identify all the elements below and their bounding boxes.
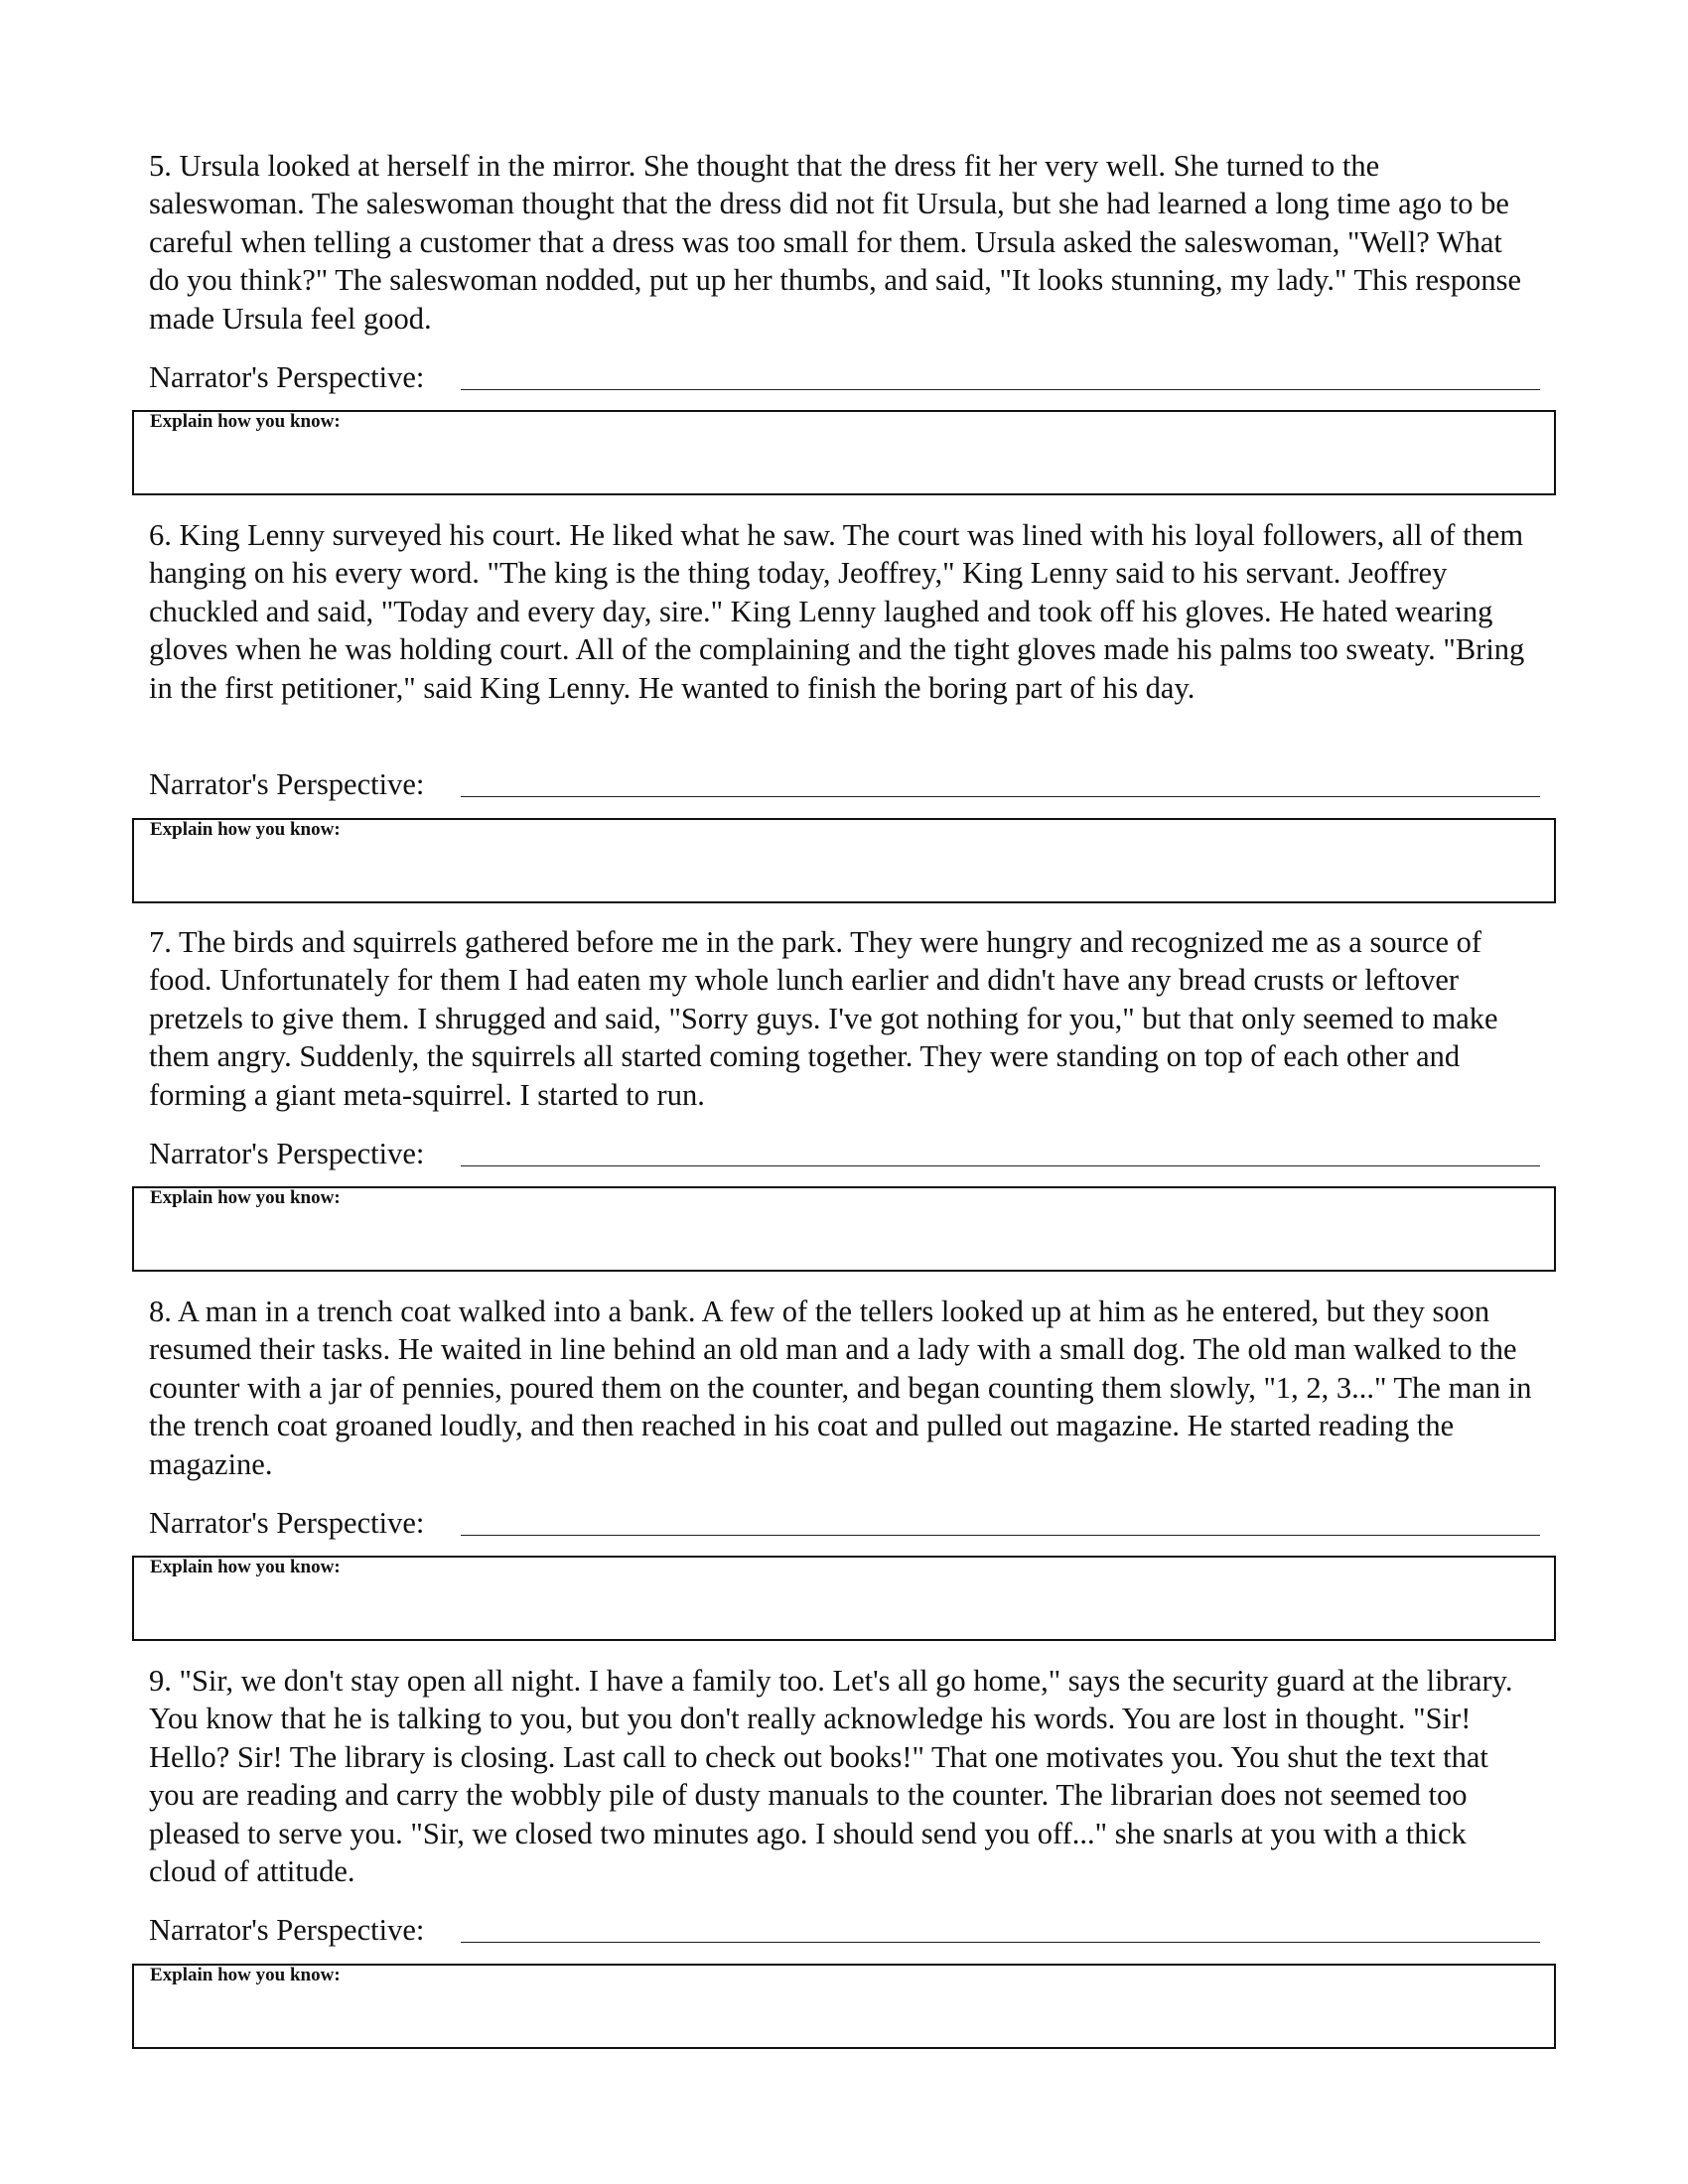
passage-text: 6. King Lenny surveyed his court. He liked what he saw. The court was lined with his loyal followers, all of them hanging on his every word. "The king is the thing today, Jeoffrey," King Lenny said to his servant. Jeoffrey chuckled and said, "Today and every day, sire." King Lenny laughed and took off his gloves. He hated wearing gloves when he was holding court. All of the complaining and the tight gloves made his palms too sweaty. "Bring in the first petitioner," said King Lenny. He wanted to finish the boring part of his day.	[149, 518, 1525, 705]
explain-label: Explain how you know:	[150, 411, 341, 432]
narrator-perspective-answer-line[interactable]	[461, 389, 1540, 390]
narrator-perspective-row	[149, 358, 1539, 396]
narrator-perspective-answer-line[interactable]	[461, 796, 1540, 797]
explain-answer-box[interactable]	[132, 410, 1556, 495]
narrator-perspective-answer-line[interactable]	[461, 1942, 1540, 1943]
explain-answer-box[interactable]	[132, 1186, 1556, 1272]
narrator-perspective-label: Narrator's Perspective:	[149, 1913, 425, 1947]
explain-label: Explain how you know:	[150, 819, 341, 840]
explain-answer-box[interactable]	[132, 1556, 1556, 1641]
passage-text: 8. A man in a trench coat walked into a bank. A few of the tellers looked up at him as he entered, but they soon resumed their tasks. He waited in line behind an old man and a lady with a small dog. The old man walked to the counter with a jar of pennies, poured them on the counter, and began counting them slowly, "1, 2, 3..." The man in the trench coat groaned loudly, and then reached in his coat and pulled out magazine. He started reading the magazine.	[149, 1295, 1532, 1481]
narrator-perspective-row	[149, 1911, 1539, 1949]
narrator-perspective-label: Narrator's Perspective:	[149, 360, 425, 394]
passage-text: 5. Ursula looked at herself in the mirror. She thought that the dress fit her very well. She turned to the saleswoman. The saleswoman thought that the dress did not fit Ursula, but she had learned a long time ago to be careful when telling a customer that a dress was too small for them. Ursula asked the saleswoman, "Well? What do you think?" The saleswoman nodded, put up her thumbs, and said, "It looks stunning, my lady." This response made Ursula feel good.	[149, 149, 1522, 336]
narrator-perspective-label: Narrator's Perspective:	[149, 1137, 425, 1170]
narrator-perspective-row	[149, 765, 1539, 803]
narrator-perspective-row	[149, 1135, 1539, 1172]
explain-label: Explain how you know:	[150, 1557, 341, 1577]
passage-text: 7. The birds and squirrels gathered before me in the park. They were hungry and recognized me as a source of food. Unfortunately for them I had eaten my whole lunch earlier and didn't have any bread crusts or leftover pretzels to give them. I shrugged and said, "Sorry guys. I've got nothing for you," but that only seemed to make them angry. Suddenly, the squirrels all started coming together. They were standing on top of each other and forming a giant meta-squirrel. I started to run.	[149, 925, 1498, 1112]
explain-answer-box[interactable]	[132, 1964, 1556, 2049]
narrator-perspective-label: Narrator's Perspective:	[149, 1506, 425, 1540]
narrator-perspective-answer-line[interactable]	[461, 1165, 1540, 1166]
passage-text: 9. "Sir, we don't stay open all night. I have a family too. Let's all go home," says the security guard at the library. You know that he is talking to you, but you don't really acknowledge his words. You are lost in thought. "Sir! Hello? Sir! The library is closing. Last call to check out books!" That one motivates you. You shut the text that you are reading and carry the wobbly pile of dusty manuals to the counter. The librarian does not seemed too pleased to serve you. "Sir, we closed two minutes ago. I should send you off..." she snarls at you with a thick cloud of attitude.	[149, 1664, 1513, 1889]
explain-label: Explain how you know:	[150, 1965, 341, 1985]
narrator-perspective-answer-line[interactable]	[461, 1535, 1540, 1536]
explain-label: Explain how you know:	[150, 1187, 341, 1208]
narrator-perspective-label: Narrator's Perspective:	[149, 767, 425, 801]
narrator-perspective-row	[149, 1504, 1539, 1542]
explain-answer-box[interactable]	[132, 818, 1556, 903]
